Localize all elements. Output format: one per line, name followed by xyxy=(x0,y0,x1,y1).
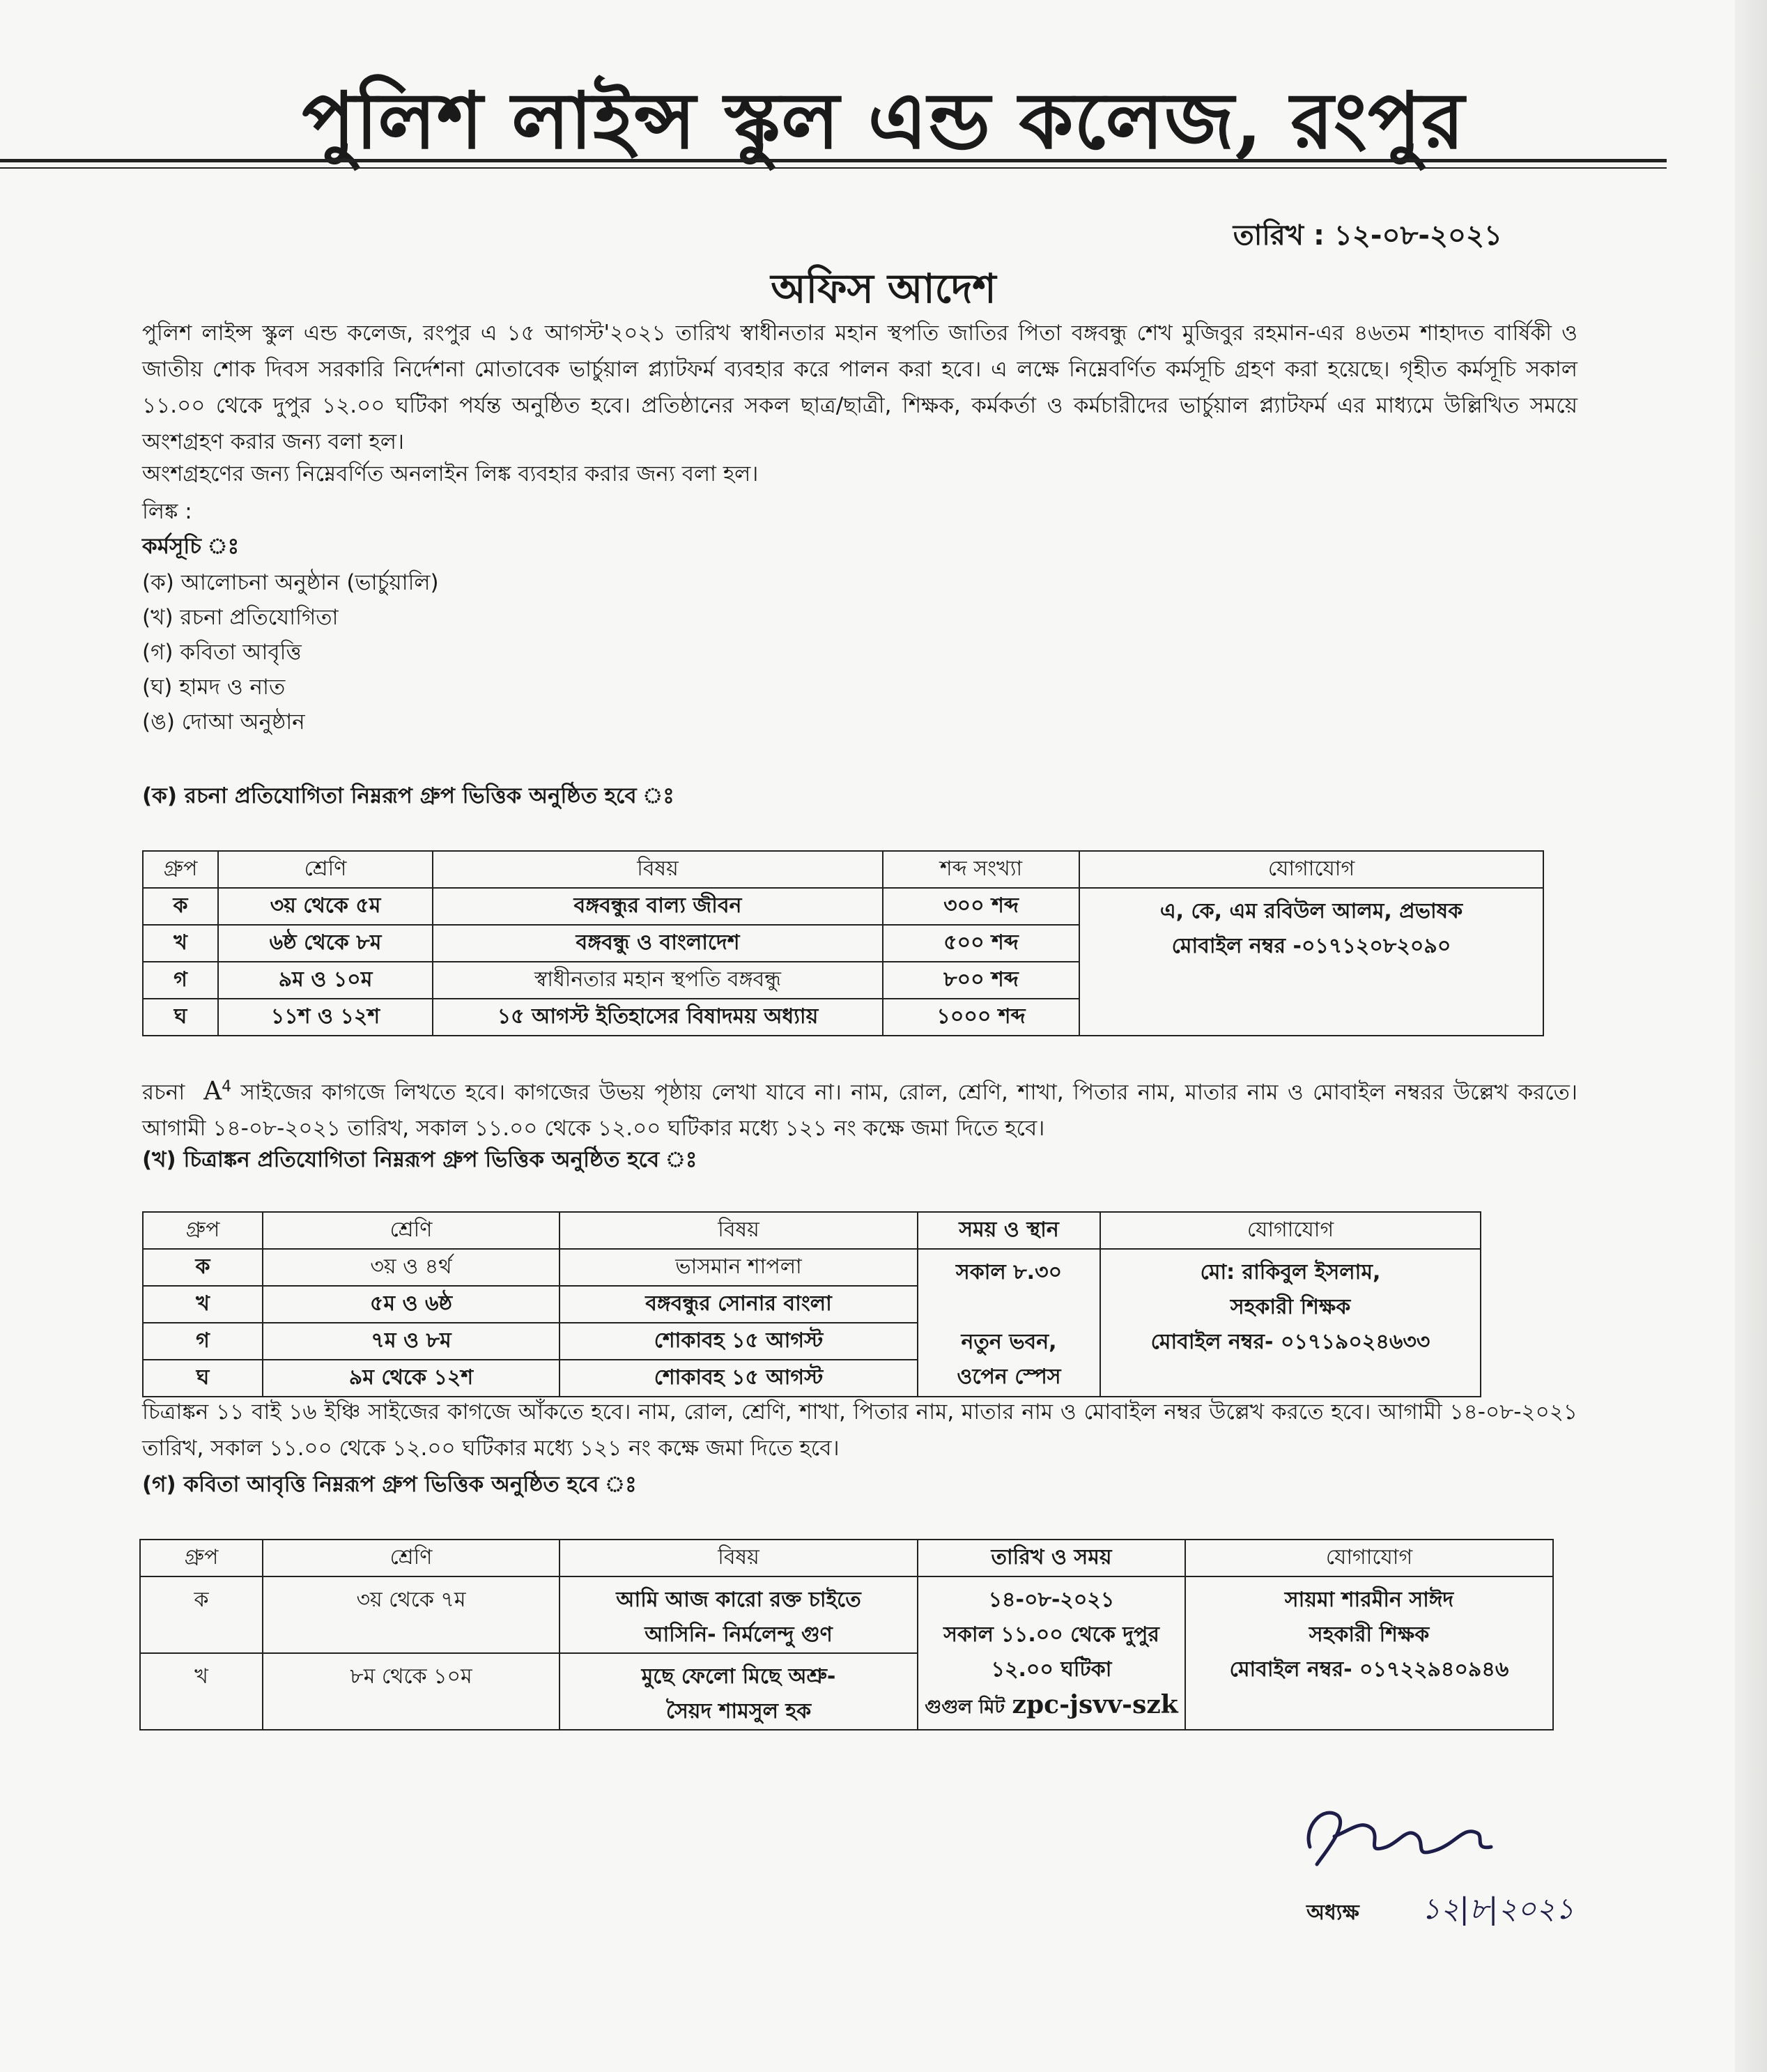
program-item-4: (ঘ) হামদ ও নাত xyxy=(142,675,286,700)
cell-topic: ভাসমান শাপলা xyxy=(560,1249,918,1286)
col-header: যোগাযোগ xyxy=(1100,1212,1481,1249)
header-rule-thin xyxy=(0,167,1667,169)
link-instruction: অংশগ্রহণের জন্য নিম্নেবর্ণিত অনলাইন লিঙ্ক ব্যবহার করার জন্য বলা হল। xyxy=(142,461,759,486)
col-header: গ্রুপ xyxy=(143,1212,263,1249)
cell-topic: ১৫ আগস্ট ইতিহাসের বিষাদময় অধ্যায় xyxy=(433,999,883,1036)
cell-words: ১০০০ শব্দ xyxy=(883,999,1079,1036)
program-item-2: (খ) রচনা প্রতিযোগিতা xyxy=(142,605,339,630)
meet-label: গুগুল মিট xyxy=(925,1696,1005,1718)
col-header: গ্রুপ xyxy=(143,851,218,888)
col-header: যোগাযোগ xyxy=(1079,851,1543,888)
cell-class: ৯ম ও ১০ম xyxy=(218,962,433,999)
signatory-title: অধ্যক্ষ xyxy=(1306,1901,1359,1925)
program-heading: কর্মসূচি ঃ xyxy=(142,534,240,559)
cell-words: ৫০০ শব্দ xyxy=(883,925,1079,962)
document-title: অফিস আদেশ xyxy=(771,265,996,312)
col-header: শ্রেণি xyxy=(263,1540,560,1576)
cell-words: ৩০০ শব্দ xyxy=(883,888,1079,925)
cell-date-time xyxy=(918,1576,1185,1730)
col-header: গ্রুপ xyxy=(140,1540,263,1576)
essay-heading: (ক) রচনা প্রতিযোগিতা নিম্নরূপ গ্রুপ ভিত্তিক অনুষ্ঠিত হবে ঃ xyxy=(142,783,674,808)
cell-topic: শোকাবহ ১৫ আগস্ট xyxy=(560,1323,918,1360)
signature-date: ১২|৮|২০২১ xyxy=(1421,1891,1575,1926)
poem-title: আমি আজ কারো রক্ত চাইতে xyxy=(616,1588,861,1612)
contact-designation: সহকারী শিক্ষক xyxy=(1230,1295,1351,1319)
principal-signature xyxy=(1296,1798,1533,1875)
drawing-place-detail: ওপেন স্পেস xyxy=(957,1365,1061,1389)
cell-topic: বঙ্গবন্ধুর সোনার বাংলা xyxy=(560,1286,918,1323)
table-header-row xyxy=(143,1212,1481,1249)
col-header: সময় ও স্থান xyxy=(918,1212,1100,1249)
recitation-table xyxy=(139,1539,1554,1730)
contact-name: এ, কে, এম রবিউল আলম, প্রভাষক xyxy=(1159,899,1463,923)
cell-topic xyxy=(560,1653,918,1730)
table-row xyxy=(143,1249,1481,1286)
col-header: বিষয় xyxy=(433,851,883,888)
drawing-note: চিত্রাঙ্কন ১১ বাই ১৬ ইঞ্চি সাইজের কাগজে আঁকতে হবে। নাম, রোল, শ্রেণি, শাখা, পিতার নাম, মাতার নাম ও মোবাইল নম্বর উল্লেখ করতে হবে। আগামী ১৪-০৮-২০২১ তারিখ, সকাল ১১.০০ থেকে ১২.০০ ঘটিকার মধ্যে ১২১ নং কক্ষে জমা দিতে হবে। xyxy=(142,1399,1577,1461)
school-name: পুলিশ লাইন্স স্কুল এন্ড কলেজ, রংপুর xyxy=(302,75,1465,167)
cell-class: ৭ম ও ৮ম xyxy=(263,1323,560,1360)
cell-topic: বঙ্গবন্ধু ও বাংলাদেশ xyxy=(433,925,883,962)
cell-contact xyxy=(1079,888,1543,1036)
cell-group: ক xyxy=(143,1249,263,1286)
program-item-3: (গ) কবিতা আবৃত্তি xyxy=(142,640,302,665)
cell-contact xyxy=(1185,1576,1553,1730)
poem-title-cont: আসিনি- নির্মলেন্দু গুণ xyxy=(645,1622,833,1647)
cell-class: ৯ম থেকে ১২শ xyxy=(263,1360,560,1397)
contact-mobile: মোবাইল নম্বর- ০১৭২২৯৪০৯৪৬ xyxy=(1229,1657,1509,1682)
col-header: শব্দ সংখ্যা xyxy=(883,851,1079,888)
poem-title-cont: সৈয়দ শামসুল হক xyxy=(665,1699,812,1724)
contact-name: মো: রাকিবুল ইসলাম, xyxy=(1200,1260,1381,1284)
cell-group: ঘ xyxy=(143,1360,263,1397)
cell-topic xyxy=(560,1576,918,1653)
cell-class: ১১শ ও ১২শ xyxy=(218,999,433,1036)
table-row xyxy=(140,1576,1553,1653)
drawing-table xyxy=(142,1211,1481,1397)
order-date: তারিখ : ১২-০৮-২০২১ xyxy=(1233,220,1502,252)
cell-topic: স্বাধীনতার মহান স্থপতি বঙ্গবন্ধু xyxy=(433,962,883,999)
recitation-time-end: ১২.০০ ঘটিকা xyxy=(991,1657,1112,1682)
drawing-place: নতুন ভবন, xyxy=(961,1330,1057,1354)
cell-class: ৫ম ও ৬ষ্ঠ xyxy=(263,1286,560,1323)
cell-words: ৮০০ শব্দ xyxy=(883,962,1079,999)
cell-group: গ xyxy=(143,1323,263,1360)
intro-paragraph: পুলিশ লাইন্স স্কুল এন্ড কলেজ, রংপুর এ ১৫ আগস্ট'২০২১ তারিখ স্বাধীনতার মহান স্থপতি জাতির পিতা বঙ্গবন্ধু শেখ মুজিবুর রহমান-এর ৪৬তম শাহাদত বার্ষিকী ও জাতীয় শোক দিবস সরকারি নির্দেশনা মোতাবেক ভার্চুয়াল প্ল্যাটফর্ম ব্যবহার করে পালন করা হবে। এ লক্ষে নিম্নেবর্ণিত কর্মসূচি গ্রহণ করা হয়েছে। গৃহীত কর্মসূচি সকাল ১১.০০ থেকে দুপুর ১২.০০ ঘটিকা পর্যন্ত অনুষ্ঠিত হবে। প্রতিষ্ঠানের সকল ছাত্র/ছাত্রী, শিক্ষক, কর্মকর্তা ও কর্মচারীদের ভার্চুয়াল প্ল্যাটফর্ম এর মাধ্যমে উল্লিখিত সময়ে অংশগ্রহণ করার জন্য বলা হল। xyxy=(142,321,1577,454)
cell-group: ঘ xyxy=(143,999,218,1036)
contact-mobile: মোবাইল নম্বর- ০১৭১৯০২৪৬৩৩ xyxy=(1150,1330,1430,1354)
essay-table xyxy=(142,850,1544,1036)
cell-class: ৮ম থেকে ১০ম xyxy=(263,1653,560,1730)
header-rule-thick xyxy=(0,159,1667,162)
poem-title: মুছে ফেলো মিছে অশ্রু- xyxy=(641,1664,836,1689)
essay-note-lead: রচনা xyxy=(142,1080,185,1105)
col-header: শ্রেণি xyxy=(263,1212,560,1249)
program-item-1: (ক) আলোচনা অনুষ্ঠান (ভার্চুয়ালি) xyxy=(142,570,439,595)
link-label: লিঙ্ক : xyxy=(142,499,192,524)
cell-contact xyxy=(1100,1249,1481,1397)
cell-topic: বঙ্গবন্ধুর বাল্য জীবন xyxy=(433,888,883,925)
contact-designation: সহকারী শিক্ষক xyxy=(1309,1622,1430,1647)
drawing-heading: (খ) চিত্রাঙ্কন প্রতিযোগিতা নিম্নরূপ গ্রুপ ভিত্তিক অনুষ্ঠিত হবে ঃ xyxy=(142,1147,697,1172)
essay-note-body: সাইজের কাগজে লিখতে হবে। কাগজের উভয় পৃষ্ঠায় লেখা যাবে না। নাম, রোল, শ্রেণি, শাখা, পিতার নাম, মাতার নাম ও মোবাইল নম্বরর উল্লেখ করতে। আগামী ১৪-০৮-২০২১ তারিখ, সকাল ১১.০০ থেকে ১২.০০ ঘটিকার মধ্যে ১২১ নং কক্ষে জমা দিতে হবে। xyxy=(142,1080,1577,1142)
cell-class: ৬ষ্ঠ থেকে ৮ম xyxy=(218,925,433,962)
table-header-row xyxy=(143,851,1543,888)
col-header: তারিখ ও সময় xyxy=(918,1540,1185,1576)
essay-note xyxy=(142,1069,1577,1146)
recitation-time: সকাল ১১.০০ থেকে দুপুর xyxy=(943,1622,1159,1647)
cell-class: ৩য় থেকে ৫ম xyxy=(218,888,433,925)
program-item-5: (ঙ) দোআ অনুষ্ঠান xyxy=(142,709,305,735)
cell-group: খ xyxy=(140,1653,263,1730)
cell-class: ৩য় ও ৪র্থ xyxy=(263,1249,560,1286)
table-header-row xyxy=(140,1540,1553,1576)
cell-group: ক xyxy=(143,888,218,925)
meet-code: zpc-jsvv-szk xyxy=(1012,1690,1178,1719)
col-header: বিষয় xyxy=(560,1212,918,1249)
drawing-time: সকাল ৮.৩০ xyxy=(955,1260,1063,1284)
col-header: যোগাযোগ xyxy=(1185,1540,1553,1576)
paper-size-number: 4 xyxy=(222,1078,232,1096)
cell-topic: শোকাবহ ১৫ আগস্ট xyxy=(560,1360,918,1397)
cell-group: খ xyxy=(143,925,218,962)
col-header: বিষয় xyxy=(560,1540,918,1576)
table-row xyxy=(143,888,1543,925)
google-meet-code xyxy=(923,1687,1180,1725)
cell-group: ক xyxy=(140,1576,263,1653)
cell-group: খ xyxy=(143,1286,263,1323)
cell-time-place xyxy=(918,1249,1100,1397)
paper-size-a: A xyxy=(203,1077,222,1106)
contact-name: সায়মা শারমীন সাঈদ xyxy=(1284,1588,1454,1612)
recitation-date: ১৪-০৮-২০২১ xyxy=(988,1588,1115,1612)
cell-class: ৩য় থেকে ৭ম xyxy=(263,1576,560,1653)
col-header: শ্রেণি xyxy=(218,851,433,888)
cell-group: গ xyxy=(143,962,218,999)
recitation-heading: (গ) কবিতা আবৃত্তি নিম্নরূপ গ্রুপ ভিত্তিক অনুষ্ঠিত হবে ঃ xyxy=(142,1472,637,1497)
contact-mobile: মোবাইল নম্বর -০১৭১২০৮২০৯০ xyxy=(1171,934,1451,958)
